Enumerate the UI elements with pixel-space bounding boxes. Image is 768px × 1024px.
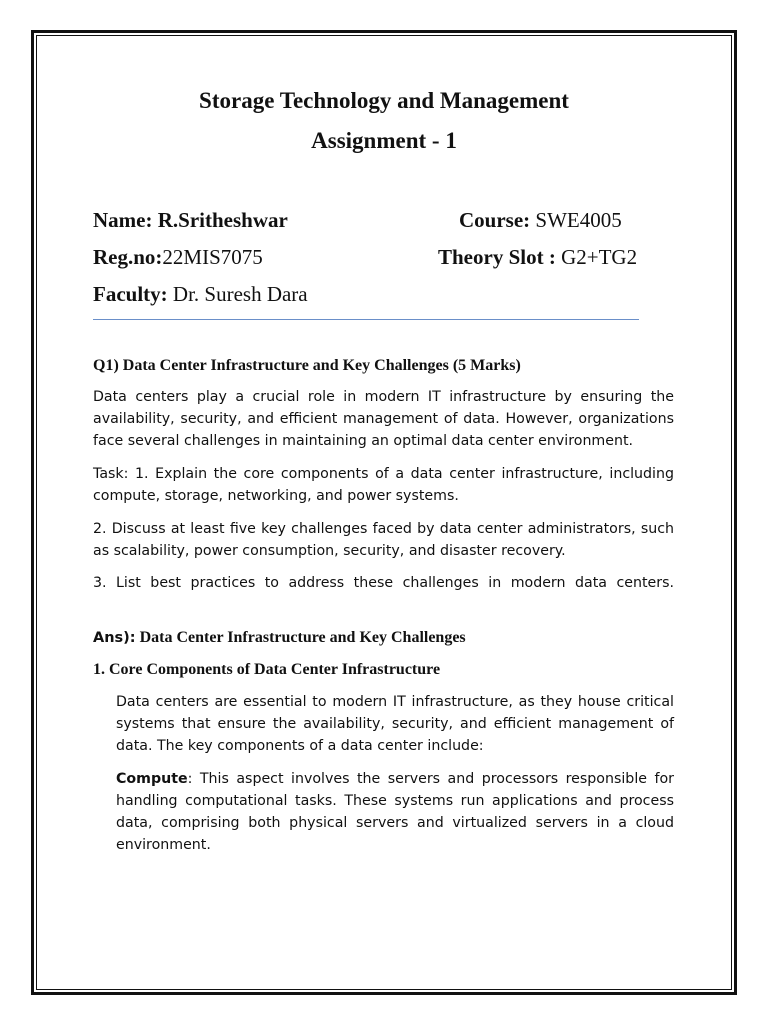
section-1-heading: 1. Core Components of Data Center Infrastructure — [93, 661, 441, 678]
compute-paragraph — [116, 768, 674, 856]
answer-title: Data Center Infrastructure and Key Challenges — [139, 629, 466, 646]
slot-value: G2+TG2 — [561, 245, 638, 269]
compute-term: Compute — [116, 771, 188, 787]
slot-field — [438, 245, 637, 270]
answer-label: Ans): — [93, 630, 136, 646]
reg-value: 22MIS7075 — [162, 245, 263, 269]
question-intro: Data centers play a crucial role in modern IT infrastructure by ensuring the availability, security, and efficient management of data. However, organizations face several challenges in maintaining an optimal data center environment. — [93, 389, 674, 449]
faculty-label: Faculty: — [93, 282, 168, 306]
course-field — [459, 208, 622, 233]
question-task-2: 2. Discuss at least five key challenges faced by data center administrators, such as scalability, power consumption, security, and disaster recovery. — [93, 521, 674, 559]
header-divider — [93, 319, 639, 320]
answer-heading — [93, 629, 466, 647]
name-field — [93, 208, 288, 233]
faculty-field — [93, 282, 308, 307]
faculty-value: Dr. Suresh Dara — [172, 282, 308, 306]
course-label: Course: — [459, 208, 531, 232]
name-value: R.Sritheshwar — [157, 208, 288, 232]
course-value: SWE4005 — [535, 208, 622, 232]
slot-label: Theory Slot : — [438, 245, 556, 269]
document-title: Storage Technology and Management — [199, 88, 569, 113]
question-heading: Q1) Data Center Infrastructure and Key Challenges (5 Marks) — [93, 357, 521, 374]
section-1-intro: Data centers are essential to modern IT infrastructure, as they house critical systems that ensure the availability, security, and efficient management of data. The key components of a data center include: — [116, 694, 674, 754]
name-label: Name: — [93, 208, 153, 232]
reg-field — [93, 245, 263, 270]
compute-text: : This aspect involves the servers and processors responsible for handling computational tasks. These systems run applications and process data, comprising both physical servers and virtualized servers in a cloud environment. — [116, 771, 674, 853]
question-task-3: 3. List best practices to address these challenges in modern data centers. — [93, 575, 674, 591]
reg-label: Reg.no: — [93, 245, 163, 269]
document-subtitle: Assignment - 1 — [311, 128, 457, 153]
question-task-1: Task: 1. Explain the core components of a data center infrastructure, including compute, storage, networking, and power systems. — [93, 466, 674, 504]
